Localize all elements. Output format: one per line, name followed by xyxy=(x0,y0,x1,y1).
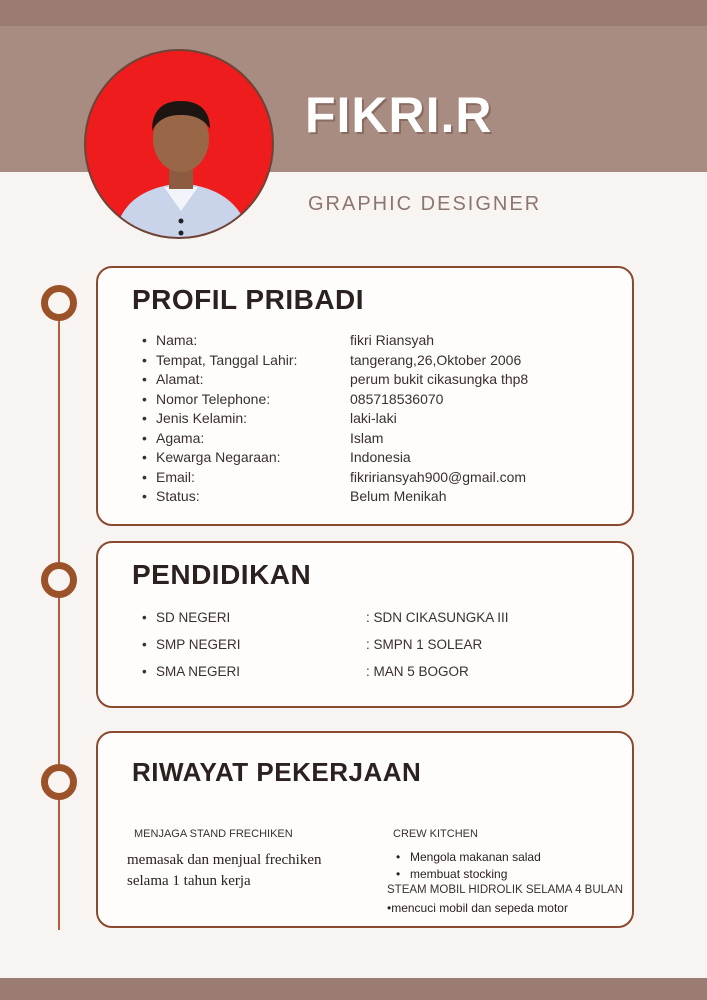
job1-title: MENJAGA STAND FRECHIKEN xyxy=(134,828,293,840)
list-item: • Email: fikririansyah900@gmail.com xyxy=(142,469,527,485)
list-item: • Status: Belum Menikah xyxy=(142,488,447,504)
timeline-dot-education xyxy=(41,562,77,598)
person-silhouette-icon xyxy=(86,51,274,239)
profile-photo xyxy=(84,49,274,239)
list-item: • Nomor Telephone: 085718536070 xyxy=(142,391,444,407)
job1-desc: memasak dan menjual frechiken selama 1 tahun kerja xyxy=(127,852,322,889)
list-item: • SMA NEGERI : MAN 5 BOGOR xyxy=(142,664,469,679)
work-card xyxy=(96,731,634,928)
timeline-dot-work xyxy=(41,764,77,800)
job2-task: • Mengola makanan salad xyxy=(396,850,541,864)
list-item: • SD NEGERI : SDN CIKASUNGKA III xyxy=(142,610,509,625)
list-item: • Tempat, Tanggal Lahir: tangerang,26,Oktober 2006 xyxy=(142,352,522,368)
profile-card xyxy=(96,266,634,526)
bottom-strip xyxy=(0,978,707,1000)
list-item: • Jenis Kelamin: laki-laki xyxy=(142,410,397,426)
profile-title: PROFIL PRIBADI xyxy=(132,284,365,315)
timeline-dot-profile xyxy=(41,285,77,321)
job2-task: • membuat stocking xyxy=(396,867,508,881)
job2-title: CREW KITCHEN xyxy=(393,828,478,840)
work-title: RIWAYAT PEKERJAAN xyxy=(132,757,422,787)
person-name: FIKRI.R xyxy=(305,87,493,143)
list-item: • SMP NEGERI : SMPN 1 SOLEAR xyxy=(142,637,483,652)
list-item: • Kewarga Negaraan: Indonesia xyxy=(142,449,411,465)
top-strip xyxy=(0,0,707,26)
job3-desc: •mencuci mobil dan sepeda motor xyxy=(387,901,568,915)
education-card xyxy=(96,541,634,708)
education-title: PENDIDIKAN xyxy=(132,559,312,590)
list-item: • Alamat: perum bukit cikasungka thp8 xyxy=(142,371,529,387)
timeline-line xyxy=(58,285,60,930)
list-item: • Nama: fikri Riansyah xyxy=(142,332,435,348)
job-role: GRAPHIC DESIGNER xyxy=(308,193,542,215)
list-item: • Agama: Islam xyxy=(142,430,384,446)
job3-title: STEAM MOBIL HIDROLIK SELAMA 4 BULAN xyxy=(387,884,624,896)
